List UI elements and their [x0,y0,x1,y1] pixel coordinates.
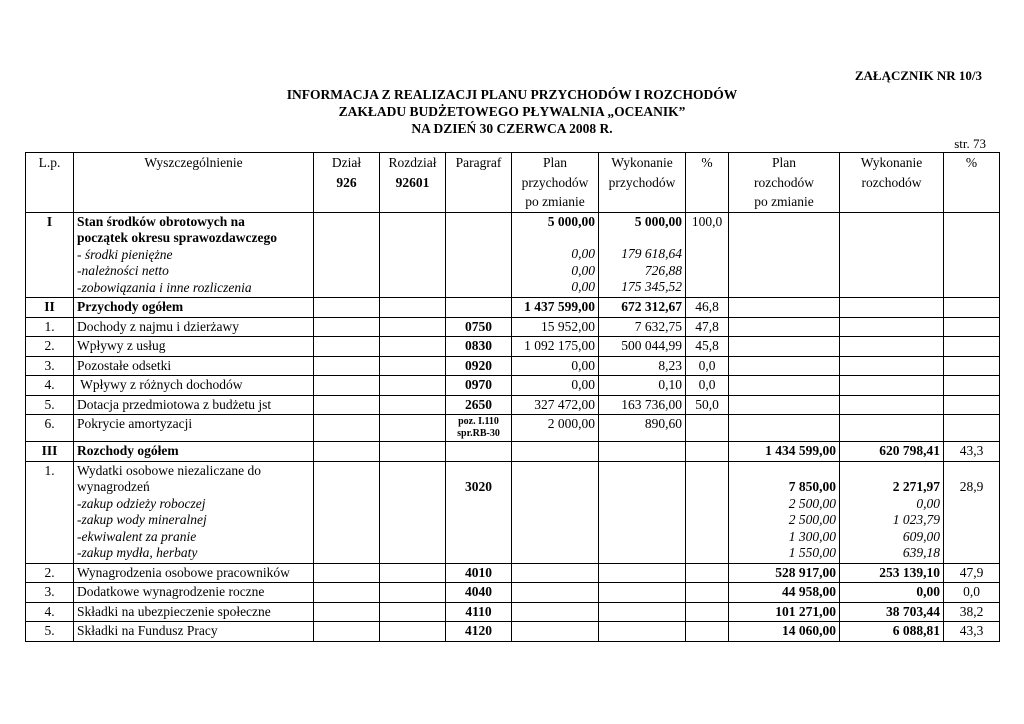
row-lp: 1. [26,461,74,563]
row-exec-income: 672 312,67 [599,298,686,318]
cell-empty [599,563,686,583]
row-paragraph: 0830 [446,337,512,357]
cell-empty [512,442,599,462]
row-plan-expense: 1 434 599,00 [729,442,840,462]
row-paragraph [446,415,512,442]
cell-empty [512,602,599,622]
row-exec-expense: 253 139,10 [840,563,944,583]
row-description [74,461,314,563]
row-paragraph: 0970 [446,376,512,396]
row-pct-expense: 47,9 [944,563,1000,583]
desc-line: wynagrodzeń [77,479,150,494]
row-description: Pokrycie amortyzacji [74,415,314,442]
row-plan-income: 15 952,00 [512,317,599,337]
row-lp: 3. [26,583,74,603]
header-text: Plan [542,155,567,170]
cell-empty [314,563,380,583]
cell-empty [686,602,729,622]
row-plan-income: 0,00 [512,376,599,396]
row-paragraph: 2650 [446,395,512,415]
expense-row [26,602,1000,622]
cell-empty [314,415,380,442]
cell-empty [314,298,380,318]
cell-empty [380,298,446,318]
row-lp: 4. [26,602,74,622]
row-pct-income: 0,0 [686,356,729,376]
cell-empty [314,317,380,337]
section-total-expense [26,442,1000,462]
col-dzial-value: 926 [336,174,357,190]
desc-sub: - środki pieniężne [77,246,173,262]
value-sub: 0,00 [571,279,595,294]
row-description: Pozostałe odsetki [74,356,314,376]
cell-empty [944,376,1000,396]
row-description: Wpływy z usług [74,337,314,357]
row-paragraph [446,461,512,563]
cell-empty [840,356,944,376]
row-lp: 6. [26,415,74,442]
cell-empty [380,395,446,415]
paragraph-line: poz. I.110 [458,416,499,427]
row-exec-expense: 620 798,41 [840,442,944,462]
row-paragraph: 0920 [446,356,512,376]
cell-empty [446,442,512,462]
col-pct-income: % [686,153,729,213]
cell-empty [686,461,729,563]
desc-sub: -zakup mydła, herbaty [77,545,198,560]
col-exec-income [599,153,686,213]
cell-empty [729,395,840,415]
cell-empty [380,356,446,376]
row-exec-income: 8,23 [599,356,686,376]
cell-empty [314,337,380,357]
row-exec-income: 890,60 [599,415,686,442]
col-dzial-label: Dział [331,155,362,170]
row-plan-income: 1 437 599,00 [512,298,599,318]
cell-empty [380,415,446,442]
row-lp: 5. [26,622,74,642]
row-paragraph: 4040 [446,583,512,603]
expense-row [26,583,1000,603]
row-pct-income: 47,8 [686,317,729,337]
cell-empty [729,317,840,337]
row-description [74,212,314,298]
cell-empty [840,415,944,442]
row-plan-expense: 101 271,00 [729,602,840,622]
paragraph-value: 3020 [465,479,492,494]
income-row [26,337,1000,357]
cell-empty [840,337,944,357]
row-description: Składki na ubezpieczenie społeczne [74,602,314,622]
row-lp: 1. [26,317,74,337]
value-sub: 609,00 [902,528,940,544]
value-sub: 639,18 [902,545,940,560]
row-pct-expense: 38,2 [944,602,1000,622]
paragraph-line: spr.RB-30 [457,428,500,439]
cell-empty [380,337,446,357]
row-exec-income: 500 044,99 [599,337,686,357]
row-pct-income: 45,8 [686,337,729,357]
row-lp: I [26,212,74,298]
desc-line: Wydatki osobowe niezaliczane do [77,462,261,478]
cell-empty [944,395,1000,415]
row-description: Wynagrodzenia osobowe pracowników [74,563,314,583]
section-total-income [26,298,1000,318]
title-line: ZAKŁADU BUDŻETOWEGO PŁYWALNIA „OCEANIK” [338,104,686,119]
row-lp: 2. [26,337,74,357]
cell-empty [380,583,446,603]
income-row-depreciation [26,415,1000,442]
row-lp: II [26,298,74,318]
value: 5 000,00 [547,213,595,229]
row-description: Dochody z najmu i dzierżawy [74,317,314,337]
value: 2 271,97 [892,479,940,494]
cell-empty [512,563,599,583]
desc-sub: -należności netto [77,263,169,278]
row-paragraph: 0750 [446,317,512,337]
cell-empty [944,337,1000,357]
value-sub: 0,00 [916,495,940,511]
income-row [26,395,1000,415]
row-paragraph: 4120 [446,622,512,642]
value: 7 850,00 [788,479,836,494]
row-lp: 2. [26,563,74,583]
cell-empty [686,622,729,642]
row-exec-income: 163 736,00 [599,395,686,415]
row-exec-expense: 38 703,44 [840,602,944,622]
cell-empty [686,442,729,462]
income-row [26,356,1000,376]
row-plan-expense: 528 917,00 [729,563,840,583]
budget-table [25,152,1000,642]
cell-empty [686,415,729,442]
row-plan-income: 327 472,00 [512,395,599,415]
cell-empty [686,563,729,583]
value-sub: 175 345,52 [621,279,682,294]
value-sub: 0,00 [571,262,595,278]
cell-empty [314,622,380,642]
row-pct-income: 100,0 [686,212,729,298]
cell-empty [840,212,944,298]
value-sub: 1 023,79 [892,512,940,527]
cell-empty [599,602,686,622]
row-plan-income [512,212,599,298]
document-title [0,86,1024,137]
row-description: Dodatkowe wynagrodzenie roczne [74,583,314,603]
row-pct-income: 0,0 [686,376,729,396]
col-plan-expense [729,153,840,213]
col-rozdzial-label: Rozdział [388,155,437,170]
row-exec-income: 7 632,75 [599,317,686,337]
cell-empty [729,415,840,442]
cell-empty [380,317,446,337]
cell-empty [944,356,1000,376]
col-pct-expense: % [944,153,1000,213]
desc-line: początek okresu sprawozdawczego [77,230,277,245]
desc-line: Stan środków obrotowych na [77,213,245,229]
desc-sub: -zakup odzieży roboczej [77,495,206,511]
cell-empty [314,602,380,622]
cell-empty [599,442,686,462]
row-paragraph: 4110 [446,602,512,622]
row-plan-income: 1 092 175,00 [512,337,599,357]
cell-empty [446,298,512,318]
cell-empty [446,212,512,298]
row-lp: 3. [26,356,74,376]
header-text: po zmianie [525,194,585,209]
cell-empty [512,622,599,642]
title-line: INFORMACJA Z REALIZACJI PLANU PRZYCHODÓW I ROZCHODÓW [286,87,738,102]
row-lp: III [26,442,74,462]
desc-sub: -zakup wody mineralnej [77,512,207,527]
cell-empty [380,442,446,462]
row-lp: 5. [26,395,74,415]
header-text: po zmianie [754,194,814,209]
header-text: rozchodów [754,174,814,190]
row-description: Wpływy z różnych dochodów [74,376,314,396]
row-pct-expense: 0,0 [944,583,1000,603]
row-lp: 4. [26,376,74,396]
col-rozdzial-value: 92601 [395,174,430,190]
cell-empty [314,376,380,396]
title-line: NA DZIEŃ 30 CZERWCA 2008 R. [411,121,613,136]
col-paragraf: Paragraf [446,153,512,213]
cell-empty [599,461,686,563]
income-row [26,317,1000,337]
cell-empty [840,317,944,337]
row-pct-income: 46,8 [686,298,729,318]
row-plan-expense [729,461,840,563]
row-paragraph: 4010 [446,563,512,583]
cell-empty [729,298,840,318]
cell-empty [314,583,380,603]
value-sub: 726,88 [644,262,682,278]
row-plan-expense: 44 958,00 [729,583,840,603]
cell-empty [944,212,1000,298]
cell-empty [599,583,686,603]
row-plan-expense: 14 060,00 [729,622,840,642]
cell-empty [729,212,840,298]
row-plan-income: 0,00 [512,356,599,376]
header-text: przychodów [608,174,676,190]
value-sub: 1 300,00 [788,528,836,544]
cell-empty [380,622,446,642]
header-text: Wykonanie [860,155,923,170]
cell-empty [314,461,380,563]
cell-empty [380,212,446,298]
header-text: rozchodów [861,174,922,190]
row-pct-income: 50,0 [686,395,729,415]
desc-sub: -ekwiwalent za pranie [77,528,197,544]
cell-empty [380,461,446,563]
cell-empty [380,376,446,396]
col-exec-expense [840,153,944,213]
cell-empty [729,356,840,376]
section-opening-balance [26,212,1000,298]
row-description: Rozchody ogółem [74,442,314,462]
pct-value: 28,9 [959,479,984,494]
attachment-number: ZAŁĄCZNIK NR 10/3 [854,68,982,83]
col-description: Wyszczególnienie [74,153,314,213]
cell-empty [840,395,944,415]
row-exec-expense: 0,00 [840,583,944,603]
header-text: Plan [771,155,796,170]
row-pct-expense: 43,3 [944,622,1000,642]
col-dzial [314,153,380,213]
header-text: Wykonanie [611,155,673,170]
row-exec-expense [840,461,944,563]
cell-empty [380,602,446,622]
cell-empty [512,583,599,603]
cell-empty [380,563,446,583]
value-sub: 1 550,00 [788,545,836,560]
cell-empty [314,442,380,462]
row-pct-expense [944,461,1000,563]
col-plan-income [512,153,599,213]
cell-empty [729,376,840,396]
desc-sub: -zobowiązania i inne rozliczenia [77,279,252,295]
cell-empty [314,356,380,376]
row-plan-income: 2 000,00 [512,415,599,442]
cell-empty [840,298,944,318]
row-description: Składki na Fundusz Pracy [74,622,314,642]
cell-empty [944,317,1000,337]
col-lp: L.p. [26,153,74,213]
col-rozdzial [380,153,446,213]
value-sub: 2 500,00 [788,512,836,527]
cell-empty [729,337,840,357]
table-header-row [26,153,1000,213]
row-exec-income: 0,10 [599,376,686,396]
row-exec-income [599,212,686,298]
value-sub: 179 618,64 [621,246,682,261]
cell-empty [944,298,1000,318]
header-text: przychodów [521,174,589,190]
value: 5 000,00 [634,213,682,229]
cell-empty [314,212,380,298]
row-pct-expense: 43,3 [944,442,1000,462]
cell-empty [840,376,944,396]
cell-empty [944,415,1000,442]
row-description: Dotacja przedmiotowa z budżetu jst [74,395,314,415]
cell-empty [599,622,686,642]
row-description: Przychody ogółem [74,298,314,318]
cell-empty [314,395,380,415]
value-sub: 2 500,00 [788,495,836,511]
income-row [26,376,1000,396]
expense-row-personal [26,461,1000,563]
value-sub: 0,00 [571,246,595,261]
expense-row [26,563,1000,583]
page-number: str. 73 [954,136,986,151]
expense-row [26,622,1000,642]
row-exec-expense: 6 088,81 [840,622,944,642]
cell-empty [512,461,599,563]
cell-empty [686,583,729,603]
